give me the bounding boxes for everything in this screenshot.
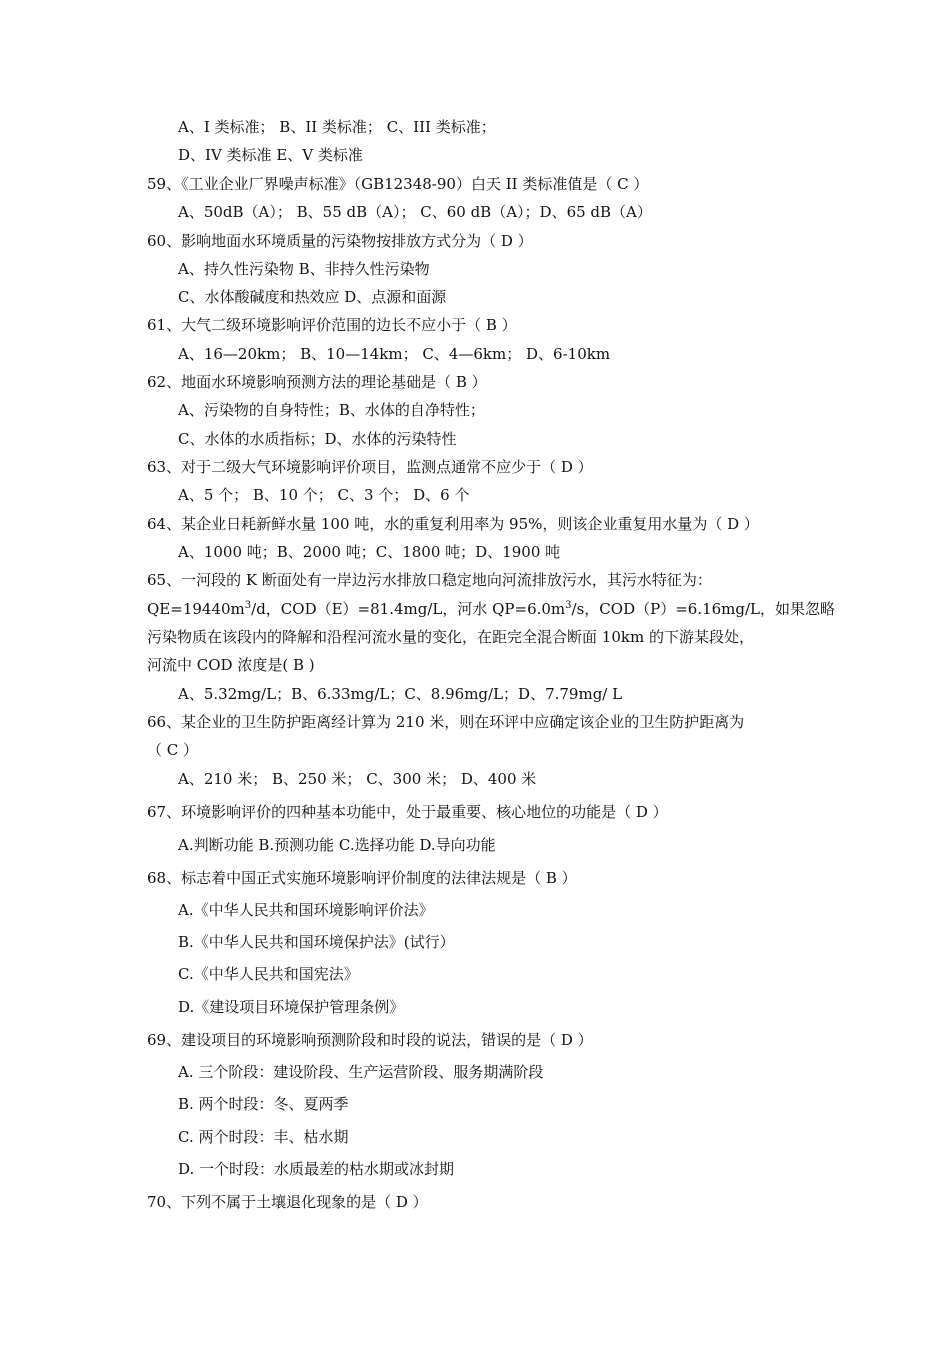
option-line: B. 两个时段：冬、夏两季 bbox=[178, 1095, 349, 1113]
superscript: 3 bbox=[244, 600, 252, 611]
question-66-answer: （ C ） bbox=[147, 741, 199, 759]
question-69: 69、建设项目的环境影响预测阶段和时段的说法，错误的是（ D ） bbox=[147, 1031, 593, 1049]
option-line: A.判断功能 B.预测功能 C.选择功能 D.导向功能 bbox=[178, 836, 496, 854]
option-line: A、1000 吨；B、2000 吨；C、1800 吨；D、1900 吨 bbox=[178, 543, 561, 561]
option-line: A. 三个阶段：建设阶段、生产运营阶段、服务期满阶段 bbox=[178, 1063, 544, 1081]
question-65-line-3: 污染物质在该段内的降解和沿程河流水量的变化，在距完全混合断面 10km 的下游某段处， bbox=[147, 628, 754, 646]
question-64: 64、某企业日耗新鲜水量 100 吨，水的重复利用率为 95%，则该企业重复用水量为（ D ） bbox=[147, 515, 759, 533]
option-line: C.《中华人民共和国宪法》 bbox=[178, 965, 359, 983]
option-line: B.《中华人民共和国环境保护法》(试行） bbox=[178, 933, 455, 951]
superscript: 3 bbox=[565, 600, 572, 611]
question-63: 63、对于二级大气环境影响评价项目，监测点通常不应少于（ D ） bbox=[147, 458, 593, 476]
option-line: C. 两个时段：丰、枯水期 bbox=[178, 1128, 349, 1146]
question-65-line-2 bbox=[147, 599, 835, 619]
option-line: A、16—20km； B、10—14km； C、4—6km； D、6-10km bbox=[178, 345, 611, 363]
text-segment: /s，COD（P）=6.16mg/L，如果忽略 bbox=[571, 600, 835, 618]
text-segment: QE=19440m bbox=[147, 600, 245, 618]
option-line: D、IV 类标准 E、V 类标准 bbox=[178, 146, 363, 164]
option-line: C、水体酸碱度和热效应 D、点源和面源 bbox=[178, 288, 447, 306]
question-65: 65、一河段的 K 断面处有一岸边污水排放口稳定地向河流排放污水，其污水特征为： bbox=[147, 571, 712, 589]
option-line: D.《建设项目环境保护管理条例》 bbox=[178, 998, 405, 1016]
option-line: A、50dB（A）； B、55 dB（A）； C、60 dB（A）；D、65 dB（A） bbox=[178, 203, 652, 221]
question-66: 66、某企业的卫生防护距离经计算为 210 米，则在环评中应确定该企业的卫生防护距离为 bbox=[147, 713, 745, 731]
question-67: 67、环境影响评价的四种基本功能中，处于最重要、核心地位的功能是（ D ） bbox=[147, 803, 668, 821]
option-line: A、污染物的自身特性；B、水体的自净特性； bbox=[178, 401, 485, 419]
question-60: 60、影响地面水环境质量的污染物按排放方式分为（ D ） bbox=[147, 232, 533, 250]
option-line: A、5 个； B、10 个； C、3 个； D、6 个 bbox=[178, 486, 470, 504]
option-line: A、210 米； B、250 米； C、300 米； D、400 米 bbox=[178, 770, 537, 788]
option-line: A、持久性污染物 B、非持久性污染物 bbox=[178, 260, 430, 278]
option-line: A.《中华人民共和国环境影响评价法》 bbox=[178, 901, 434, 919]
question-65-line-4: 河流中 COD 浓度是( B ) bbox=[147, 656, 315, 674]
text-segment: /d，COD（E）=81.4mg/L，河水 QP=6.0m bbox=[251, 600, 566, 618]
question-68: 68、标志着中国正式实施环境影响评价制度的法律法规是（ B ） bbox=[147, 869, 577, 887]
option-line: A、I 类标准； B、II 类标准； C、III 类标准； bbox=[178, 118, 496, 136]
question-61: 61、大气二级环境影响评价范围的边长不应小于（ B ） bbox=[147, 316, 517, 334]
option-line: D. 一个时段：水质最差的枯水期或冰封期 bbox=[178, 1160, 455, 1178]
option-line: A、5.32mg/L；B、6.33mg/L；C、8.96mg/L；D、7.79mg/ L bbox=[178, 685, 623, 703]
question-59: 59、《工业企业厂界噪声标准》（GB12348-90）白天 II 类标准值是（ C ） bbox=[147, 175, 649, 193]
question-62: 62、地面水环境影响预测方法的理论基础是（ B ） bbox=[147, 373, 487, 391]
option-line: C、水体的水质指标；D、水体的污染特性 bbox=[178, 430, 457, 448]
question-70: 70、下列不属于土壤退化现象的是（ D ） bbox=[147, 1193, 428, 1211]
